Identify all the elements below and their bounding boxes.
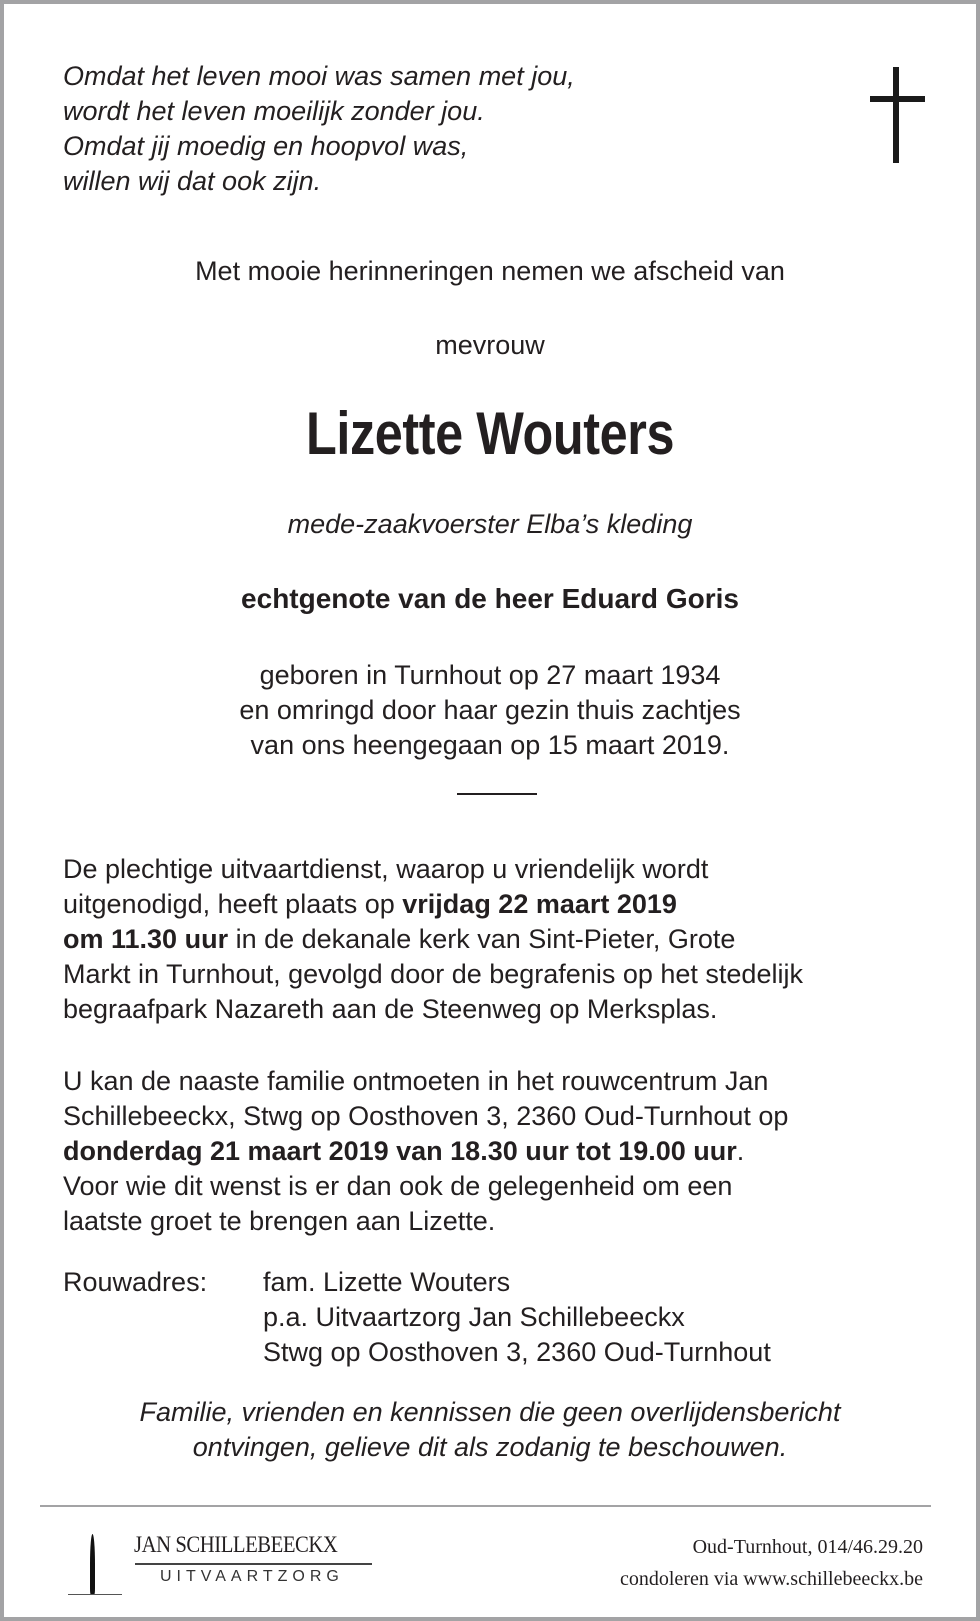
address-label: Rouwadres: <box>63 1267 208 1297</box>
closing-line: ontvingen, gelieve dit als zodanig te beschouwen. <box>192 1432 788 1462</box>
closing-note <box>4 1395 976 1465</box>
text: uitgenodigd, heeft plaats op <box>63 889 403 919</box>
visit-line: Voor wie dit wenst is er dan ook de gelegenheid om een <box>63 1171 733 1201</box>
address-line: Stwg op Oosthoven 3, 2360 Oud-Turnhout <box>263 1337 771 1367</box>
address-line: fam. Lizette Wouters <box>263 1267 511 1297</box>
footer-divider <box>40 1505 931 1507</box>
birth-death-line: geboren in Turnhout op 27 maart 1934 <box>259 660 721 690</box>
intro-text: Met mooie herinneringen nemen we afscheid van <box>195 256 785 286</box>
visit-line <box>63 1134 943 1169</box>
service-line: De plechtige uitvaartdienst, waarop u vriendelijk wordt <box>63 854 709 884</box>
service-line <box>63 887 943 922</box>
visit-line: U kan de naaste familie ontmoeten in het rouwcentrum Jan <box>63 1066 769 1096</box>
divider <box>457 793 537 795</box>
poem <box>63 59 943 199</box>
contact-phone: Oud-Turnhout, 014/46.29.20 <box>692 1536 923 1558</box>
birth-death-line: van ons heengegaan op 15 maart 2019. <box>250 730 730 760</box>
service-line <box>63 922 943 957</box>
logo-rule <box>135 1563 372 1565</box>
visit-datetime: donderdag 21 maart 2019 van 18.30 uur tot 19.00 uur <box>63 1136 737 1166</box>
honorific: mevrouw <box>435 330 545 360</box>
visit-line: laatste groet te brengen aan Lizette. <box>63 1206 496 1236</box>
spouse-line: echtgenote van de heer Eduard Goris <box>241 583 739 614</box>
logo-baseline <box>68 1594 122 1595</box>
poem-line: willen wij dat ook zijn. <box>63 166 322 196</box>
logo-subtitle: UITVAARTZORG <box>160 1568 344 1585</box>
condolence-link[interactable]: condoleren via www.schillebeeckx.be <box>619 1568 923 1590</box>
visit-line: Schillebeeckx, Stwg op Oosthoven 3, 2360 Oud-Turnhout op <box>63 1101 789 1131</box>
service-line: begraafpark Nazareth aan de Steenweg op Merksplas. <box>63 994 718 1024</box>
address-line: p.a. Uitvaartzorg Jan Schillebeeckx <box>263 1302 685 1332</box>
poem-line: wordt het leven moeilijk zonder jou. <box>63 96 485 126</box>
occupation: mede-zaakvoerster Elba’s kleding <box>287 509 693 539</box>
visitation-paragraph <box>63 1064 943 1239</box>
deceased-name-text: Lizette Wouters <box>305 400 674 467</box>
poem-line: Omdat het leven mooi was samen met jou, <box>63 61 575 91</box>
footer-contact <box>620 1531 923 1595</box>
birth-death <box>4 658 976 763</box>
text: in de dekanale kerk van Sint-Pieter, Grote <box>228 924 736 954</box>
birth-death-line: en omringd door haar gezin thuis zachtjes <box>239 695 741 725</box>
service-date: vrijdag 22 maart 2019 <box>402 889 677 919</box>
service-line: Markt in Turnhout, gevolgd door de begrafenis op het stedelijk <box>63 959 803 989</box>
poem-line: Omdat jij moedig en hoopvol was, <box>63 131 469 161</box>
deceased-name <box>4 399 976 469</box>
service-paragraph <box>63 852 943 1027</box>
closing-line: Familie, vrienden en kennissen die geen overlijdensbericht <box>139 1397 841 1427</box>
cypress-tree-icon <box>90 1534 95 1594</box>
service-time: om 11.30 uur <box>63 924 229 954</box>
text: . <box>736 1136 745 1166</box>
logo-name: JAN SCHILLEBEECKX <box>134 1532 338 1557</box>
